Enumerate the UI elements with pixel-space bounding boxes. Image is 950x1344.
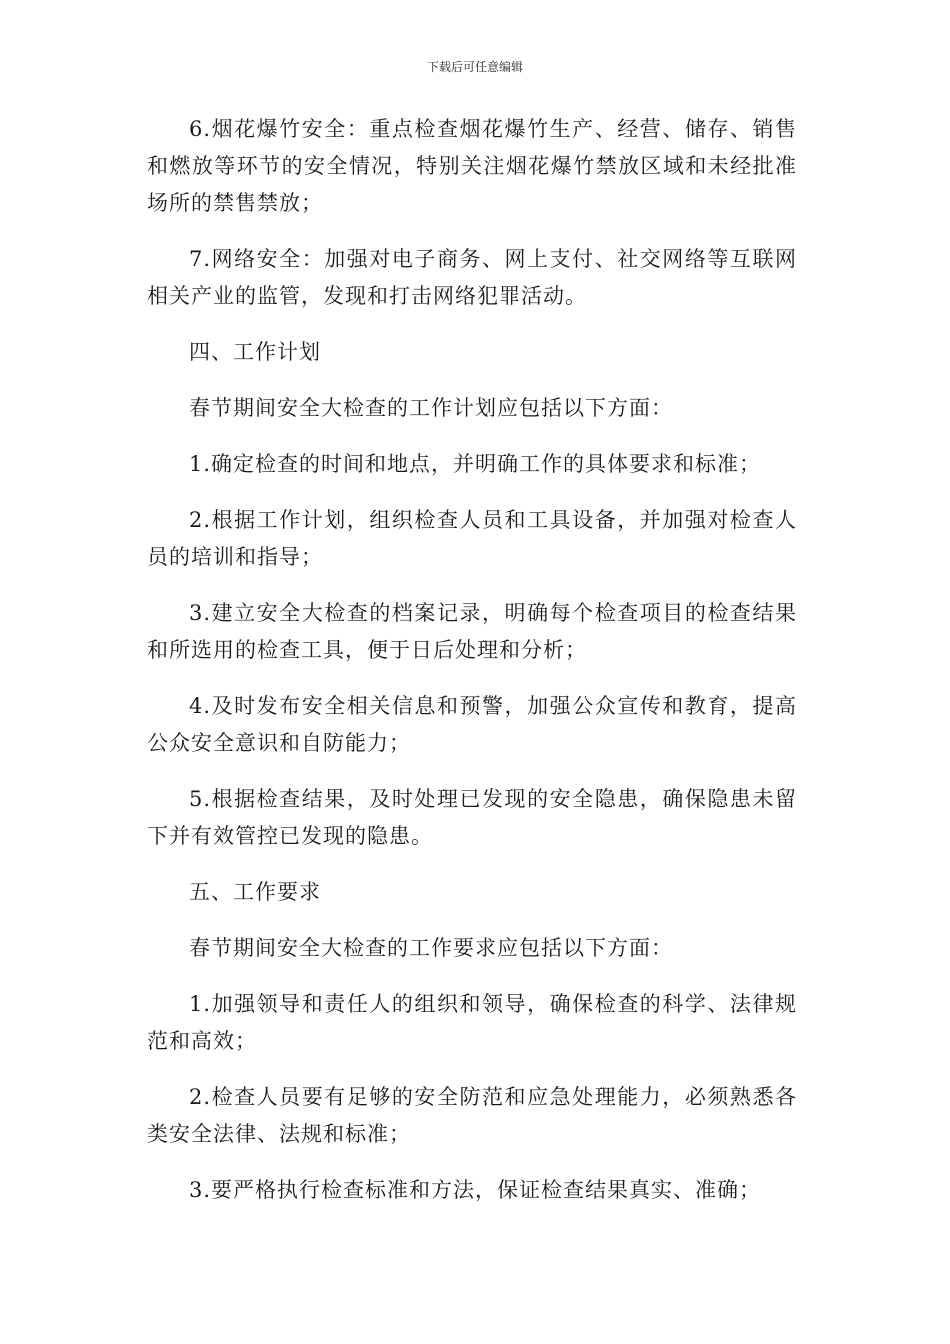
paragraph-requirements-intro: 春节期间安全大检查的工作要求应包括以下方面：: [189, 936, 673, 960]
paragraph-plan-item-2: 2.根据工作计划，组织检查人员和工具设备，并加强对检查人员的培训和指导；: [147, 508, 797, 569]
paragraph-plan-item-4: 4.及时发布安全相关信息和预警，加强公众宣传和教育，提高公众安全意识和自防能力；: [147, 694, 797, 755]
section-heading-work-plan: 四、工作计划: [189, 340, 321, 364]
document-body: [147, 111, 797, 1209]
paragraph-network-safety: 7.网络安全：加强对电子商务、网上支付、社交网络等互联网相关产业的监管，发现和打击网络犯罪活动。: [147, 247, 797, 308]
paragraph-work-plan-intro: 春节期间安全大检查的工作计划应包括以下方面：: [189, 396, 673, 420]
paragraph-requirement-item-2: 2.检查人员要有足够的安全防范和应急处理能力，必须熟悉各类安全法律、法规和标准；: [147, 1085, 797, 1146]
paragraph-requirement-item-3: 3.要严格执行检查标准和方法，保证检查结果真实、准确；: [189, 1178, 762, 1202]
paragraph-fireworks-safety: 6.烟花爆竹安全：重点检查烟花爆竹生产、经营、储存、销售和燃放等环节的安全情况，特别关注烟花爆竹禁放区域和未经批准场所的禁售禁放；: [147, 117, 797, 215]
paragraph-plan-item-3: 3.建立安全大检查的档案记录，明确每个检查项目的检查结果和所选用的检查工具，便于日后处理和分析；: [147, 601, 797, 662]
page-header: 下载后可任意编辑: [426, 60, 523, 74]
paragraph-requirement-item-1: 1.加强领导和责任人的组织和领导，确保检查的科学、法律规范和高效；: [147, 992, 797, 1053]
paragraph-plan-item-1: 1.确定检查的时间和地点，并明确工作的具体要求和标准；: [189, 452, 762, 476]
section-heading-work-requirements: 五、工作要求: [189, 880, 321, 904]
paragraph-plan-item-5: 5.根据检查结果，及时处理已发现的安全隐患，确保隐患未留下并有效管控已发现的隐患。: [147, 787, 797, 848]
